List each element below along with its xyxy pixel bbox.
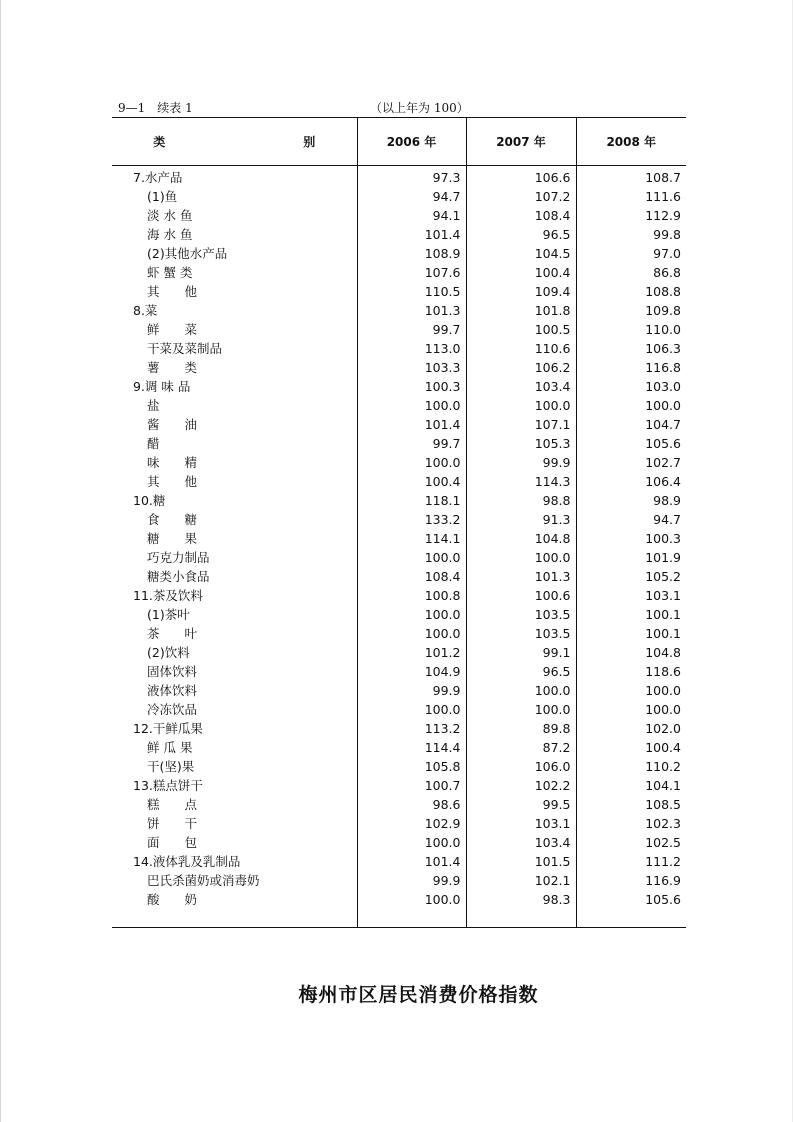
row-category: 其 他 [147, 284, 198, 299]
value-2008: 100.0 [576, 681, 686, 700]
value-2007: 107.1 [466, 415, 576, 434]
value-2007: 102.1 [466, 871, 576, 890]
table-note: （以上年为 100） [370, 101, 469, 115]
value-2006: 100.0 [357, 833, 466, 852]
value-2008: 111.2 [576, 852, 686, 871]
value-2007: 103.5 [466, 624, 576, 643]
value-2008: 105.6 [576, 434, 686, 453]
column-header-category: 类 别 [112, 118, 357, 166]
value-2008: 86.8 [576, 263, 686, 282]
row-category: 8.菜 [133, 303, 158, 318]
row-category: 淡 水 鱼 [147, 208, 193, 223]
table-row [112, 643, 686, 662]
table-row [112, 681, 686, 700]
value-2007: 106.6 [466, 166, 576, 188]
row-category: 10.糖 [133, 493, 166, 508]
value-2007: 103.1 [466, 814, 576, 833]
value-2008: 108.8 [576, 282, 686, 301]
table-row [112, 700, 686, 719]
value-2007: 100.0 [466, 396, 576, 415]
value-2007: 102.2 [466, 776, 576, 795]
value-2006: 101.4 [357, 415, 466, 434]
value-2008: 100.1 [576, 605, 686, 624]
table-row [112, 491, 686, 510]
value-2007: 98.3 [466, 890, 576, 909]
row-category: 酸 奶 [147, 892, 198, 907]
value-2006: 94.7 [357, 187, 466, 206]
column-header-2007: 2007 年 [466, 118, 576, 166]
value-2008: 98.9 [576, 491, 686, 510]
table-row [112, 890, 686, 909]
value-2007: 106.2 [466, 358, 576, 377]
value-2006: 105.8 [357, 757, 466, 776]
value-2008: 106.3 [576, 339, 686, 358]
value-2008: 100.1 [576, 624, 686, 643]
table-row [112, 206, 686, 225]
value-2007: 101.3 [466, 567, 576, 586]
row-category: 鲜 菜 [147, 322, 198, 337]
row-category: 面 包 [147, 835, 198, 850]
value-2006: 99.7 [357, 320, 466, 339]
value-2006: 108.4 [357, 567, 466, 586]
value-2007: 100.0 [466, 548, 576, 567]
value-2006: 113.2 [357, 719, 466, 738]
row-category: 14.液体乳及乳制品 [133, 854, 241, 869]
row-category: 糕 点 [147, 797, 198, 812]
value-2008: 94.7 [576, 510, 686, 529]
table-row [112, 871, 686, 890]
value-2006: 100.0 [357, 605, 466, 624]
table-row [112, 396, 686, 415]
value-2007: 104.5 [466, 244, 576, 263]
table-row [112, 453, 686, 472]
table-number: 9—1 续表 1 [118, 101, 193, 115]
row-category: 冷冻饮品 [147, 702, 198, 717]
value-2007: 101.8 [466, 301, 576, 320]
row-category: 茶 叶 [147, 626, 198, 641]
table-body [112, 166, 686, 928]
value-2008: 112.9 [576, 206, 686, 225]
value-2007: 108.4 [466, 206, 576, 225]
value-2007: 100.0 [466, 681, 576, 700]
value-2008: 105.6 [576, 890, 686, 909]
value-2006: 100.0 [357, 624, 466, 643]
table-row [112, 282, 686, 301]
value-2007: 96.5 [466, 225, 576, 244]
table-row [112, 719, 686, 738]
table-row [112, 662, 686, 681]
table-row [112, 377, 686, 396]
value-2006: 100.7 [357, 776, 466, 795]
value-2008: 105.2 [576, 567, 686, 586]
value-2006: 99.9 [357, 871, 466, 890]
value-2006: 99.9 [357, 681, 466, 700]
value-2006: 114.1 [357, 529, 466, 548]
value-2006: 107.6 [357, 263, 466, 282]
table-row [112, 605, 686, 624]
table-row [112, 757, 686, 776]
value-2006: 99.7 [357, 434, 466, 453]
table-row [112, 567, 686, 586]
page-edge [0, 0, 1, 1122]
value-2008: 110.2 [576, 757, 686, 776]
row-category: 味 精 [147, 455, 198, 470]
table-row [112, 301, 686, 320]
value-2008: 108.5 [576, 795, 686, 814]
table-row [112, 187, 686, 206]
table-row [112, 529, 686, 548]
row-category: 盐 [147, 398, 160, 413]
header-row [112, 118, 686, 166]
value-2006: 100.8 [357, 586, 466, 605]
row-category: 海 水 鱼 [147, 227, 193, 242]
value-2006: 104.9 [357, 662, 466, 681]
row-category: (1)鱼 [147, 189, 178, 204]
row-category: 糖 果 [147, 531, 198, 546]
spacer-cell [576, 909, 686, 928]
spacer-cell [466, 909, 576, 928]
table-row [112, 434, 686, 453]
value-2008: 100.4 [576, 738, 686, 757]
value-2007: 87.2 [466, 738, 576, 757]
value-2007: 107.2 [466, 187, 576, 206]
row-category: 固体饮料 [147, 664, 198, 679]
table-row [112, 586, 686, 605]
value-2007: 96.5 [466, 662, 576, 681]
section-title: 梅州市区居民消费价格指数 [298, 984, 539, 1006]
value-2008: 102.5 [576, 833, 686, 852]
value-2008: 109.8 [576, 301, 686, 320]
row-category: 糖类小食品 [147, 569, 210, 584]
value-2008: 116.9 [576, 871, 686, 890]
row-category: 7.水产品 [133, 170, 183, 185]
table-row [112, 852, 686, 871]
value-2008: 104.7 [576, 415, 686, 434]
value-2007: 109.4 [466, 282, 576, 301]
value-2006: 98.6 [357, 795, 466, 814]
spacer-cell [112, 909, 357, 928]
price-index-table [112, 117, 686, 928]
value-2006: 100.0 [357, 890, 466, 909]
table-row [112, 358, 686, 377]
value-2008: 103.1 [576, 586, 686, 605]
table-row [112, 776, 686, 795]
row-category: 虾 蟹 类 [147, 265, 193, 280]
value-2006: 100.0 [357, 700, 466, 719]
value-2006: 110.5 [357, 282, 466, 301]
row-category: 醋 [147, 436, 160, 451]
value-2006: 108.9 [357, 244, 466, 263]
value-2007: 98.8 [466, 491, 576, 510]
value-2006: 101.2 [357, 643, 466, 662]
table-row [112, 548, 686, 567]
value-2006: 101.3 [357, 301, 466, 320]
value-2006: 114.4 [357, 738, 466, 757]
column-header-2008: 2008 年 [576, 118, 686, 166]
value-2008: 100.0 [576, 396, 686, 415]
value-2006: 100.4 [357, 472, 466, 491]
column-header-2006: 2006 年 [357, 118, 466, 166]
value-2007: 89.8 [466, 719, 576, 738]
value-2007: 114.3 [466, 472, 576, 491]
row-category: 饼 干 [147, 816, 198, 831]
row-category: 鲜 瓜 果 [147, 740, 193, 755]
table-row [112, 320, 686, 339]
value-2007: 99.5 [466, 795, 576, 814]
row-category: 液体饮料 [147, 683, 198, 698]
table-row [112, 510, 686, 529]
value-2006: 101.4 [357, 225, 466, 244]
value-2007: 100.4 [466, 263, 576, 282]
value-2008: 110.0 [576, 320, 686, 339]
table-spacer-row [112, 909, 686, 928]
row-category: 薯 类 [147, 360, 198, 375]
value-2008: 102.7 [576, 453, 686, 472]
value-2006: 100.0 [357, 548, 466, 567]
value-2006: 103.3 [357, 358, 466, 377]
spacer-cell [357, 909, 466, 928]
value-2006: 101.4 [357, 852, 466, 871]
value-2007: 99.1 [466, 643, 576, 662]
value-2007: 100.6 [466, 586, 576, 605]
value-2008: 108.7 [576, 166, 686, 188]
table-row [112, 814, 686, 833]
value-2006: 118.1 [357, 491, 466, 510]
table-row [112, 738, 686, 757]
value-2006: 100.3 [357, 377, 466, 396]
value-2008: 102.0 [576, 719, 686, 738]
value-2007: 100.5 [466, 320, 576, 339]
value-2007: 103.4 [466, 377, 576, 396]
value-2006: 100.0 [357, 396, 466, 415]
table-row [112, 263, 686, 282]
value-2008: 111.6 [576, 187, 686, 206]
value-2007: 103.5 [466, 605, 576, 624]
value-2008: 118.6 [576, 662, 686, 681]
table-row [112, 833, 686, 852]
table-row [112, 225, 686, 244]
value-2007: 100.0 [466, 700, 576, 719]
value-2008: 104.8 [576, 643, 686, 662]
row-category: (2)其他水产品 [147, 246, 228, 261]
row-category: (2)饮料 [147, 645, 190, 660]
value-2006: 100.0 [357, 453, 466, 472]
value-2008: 102.3 [576, 814, 686, 833]
value-2008: 116.8 [576, 358, 686, 377]
value-2007: 101.5 [466, 852, 576, 871]
row-category: 巴氏杀菌奶或消毒奶 [147, 873, 260, 888]
row-category: 食 糖 [147, 512, 198, 527]
table-row [112, 244, 686, 263]
row-category: 酱 油 [147, 417, 198, 432]
table-row [112, 624, 686, 643]
value-2006: 113.0 [357, 339, 466, 358]
table-row [112, 339, 686, 358]
row-category: 9.调 味 品 [133, 379, 191, 394]
value-2007: 105.3 [466, 434, 576, 453]
table-row [112, 472, 686, 491]
value-2007: 110.6 [466, 339, 576, 358]
table-row [112, 415, 686, 434]
value-2008: 104.1 [576, 776, 686, 795]
row-category: 巧克力制品 [147, 550, 210, 565]
row-category: 其 他 [147, 474, 198, 489]
row-category: (1)茶叶 [147, 607, 190, 622]
row-category: 干菜及菜制品 [147, 341, 223, 356]
value-2007: 106.0 [466, 757, 576, 776]
value-2008: 106.4 [576, 472, 686, 491]
value-2008: 97.0 [576, 244, 686, 263]
value-2007: 103.4 [466, 833, 576, 852]
value-2007: 104.8 [466, 529, 576, 548]
row-category: 13.糕点饼干 [133, 778, 203, 793]
row-category: 12.干鲜瓜果 [133, 721, 203, 736]
value-2008: 99.8 [576, 225, 686, 244]
value-2007: 91.3 [466, 510, 576, 529]
value-2007: 99.9 [466, 453, 576, 472]
value-2008: 100.0 [576, 700, 686, 719]
value-2006: 97.3 [357, 166, 466, 188]
value-2008: 101.9 [576, 548, 686, 567]
value-2006: 102.9 [357, 814, 466, 833]
value-2006: 94.1 [357, 206, 466, 225]
row-category: 干(坚)果 [147, 759, 195, 774]
table-row [112, 166, 686, 188]
value-2008: 103.0 [576, 377, 686, 396]
value-2006: 133.2 [357, 510, 466, 529]
row-category: 11.茶及饮料 [133, 588, 203, 603]
value-2008: 100.3 [576, 529, 686, 548]
table-row [112, 795, 686, 814]
